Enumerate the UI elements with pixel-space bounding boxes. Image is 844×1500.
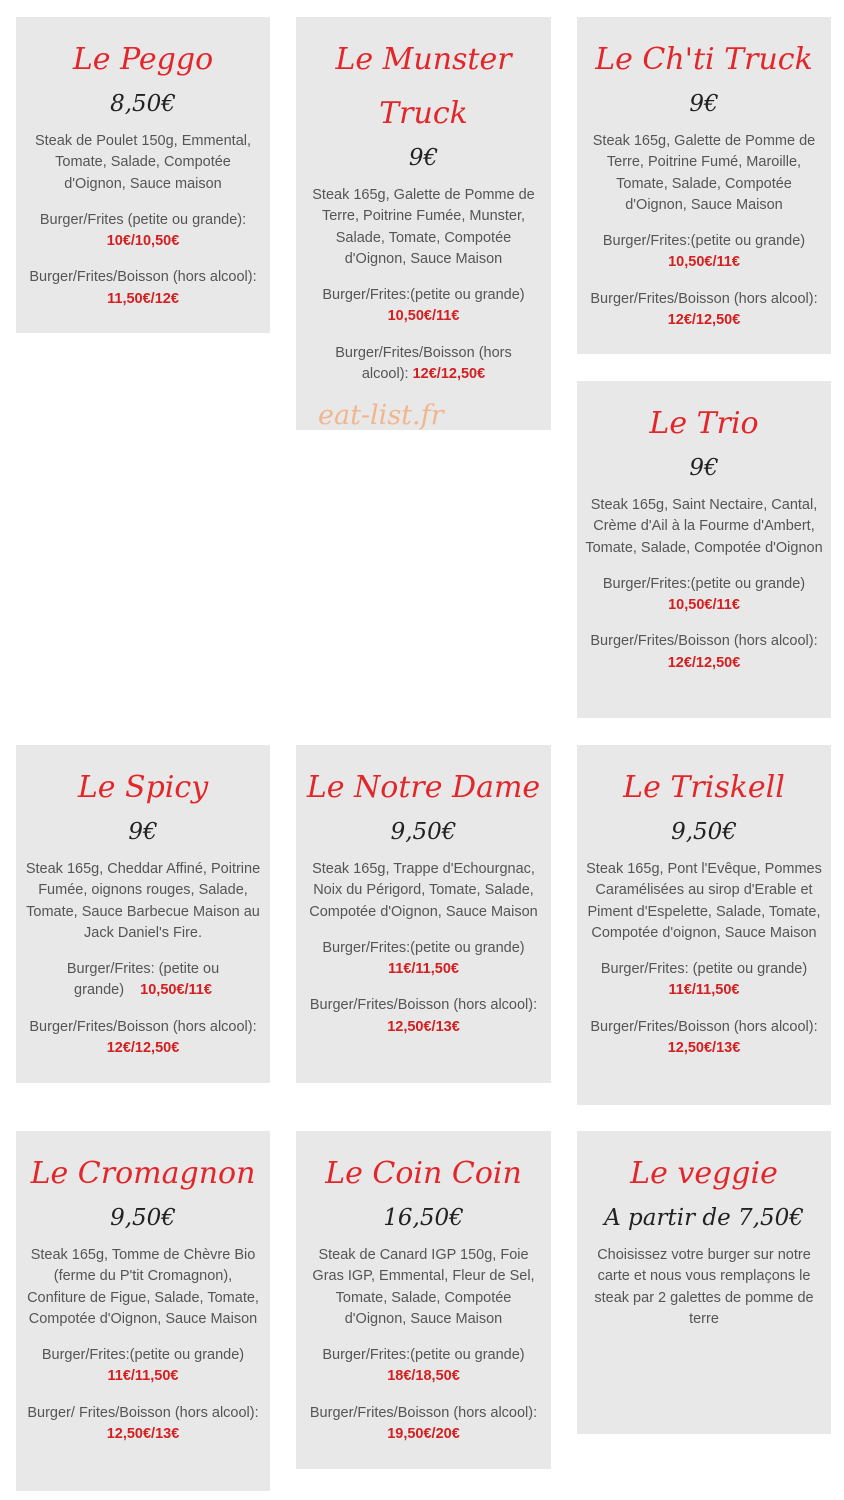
menu-option-frites [304, 1345, 543, 1388]
menu-option-price: 19,50€/20€ [387, 1426, 460, 1443]
burger-description: Steak 165g, Galette de Pomme de Terre, Poitrine Fumée, Munster, Salade, Tomate, Compotée d'Oignon, Sauce Maison [312, 187, 535, 267]
menu-option-label: Burger/Frites: (petite ou grande) [600, 961, 808, 978]
menu-option-boisson [24, 267, 262, 310]
menu-option-boisson [304, 1403, 543, 1446]
menu-option-frites [310, 285, 537, 328]
menu-option-boisson [585, 631, 823, 674]
burger-title: Le veggie [630, 1156, 778, 1191]
burger-price: 9,50€ [671, 819, 737, 845]
menu-option-price: 10,50€/11€ [668, 254, 740, 271]
burger-description: Steak 165g, Pont l'Evêque, Pommes Caramélisées au sirop d'Erable et Piment d'Espelette, Salade, Tomate, Compotée d'oignon, Sauce Maison [586, 861, 822, 941]
burger-price: A partir de 7,50€ [604, 1205, 804, 1231]
menu-option-price: 12,50€/13€ [106, 1426, 180, 1443]
burger-price: 9,50€ [390, 819, 457, 845]
menu-option-price: 12€/12,50€ [412, 366, 486, 383]
burger-card-veggie [577, 1131, 831, 1434]
menu-option-price: 12€/12,50€ [667, 312, 741, 329]
burger-card-spicy [16, 745, 270, 1083]
burger-price: 8,50€ [110, 91, 176, 117]
menu-option-boisson [24, 1017, 262, 1060]
menu-option-frites [585, 231, 823, 274]
menu-option-label: Burger/Frites:(petite ou grande) [322, 287, 525, 304]
burger-title: Le Munster Truck [335, 42, 512, 131]
menu-option-price: 11€/11,50€ [668, 982, 740, 999]
menu-option-label: Burger/Frites:(petite ou grande) [602, 233, 806, 250]
menu-option-frites [24, 959, 262, 1002]
burger-price: 16,50€ [383, 1205, 464, 1231]
burger-title: Le Coin Coin [325, 1156, 522, 1191]
burger-card-notre-dame [296, 745, 551, 1083]
burger-card-coin-coin [296, 1131, 551, 1469]
burger-price: 9€ [689, 455, 719, 481]
menu-option-label: Burger/Frites/Boisson (hors alcool): [29, 1018, 257, 1035]
burger-card-munster-truck [296, 17, 551, 430]
menu-option-price: 11€/11,50€ [388, 961, 459, 978]
menu-option-frites [24, 1345, 262, 1388]
menu-option-price: 12€/12,50€ [667, 654, 741, 671]
burger-price: 9,50€ [110, 1205, 176, 1231]
burger-price: 9€ [408, 145, 439, 171]
menu-option-label: Burger/Frites: (petite ou grande) [66, 961, 220, 999]
burger-title: Le Triskell [623, 770, 785, 805]
burger-title: Le Ch'ti Truck [595, 42, 813, 77]
watermark: eat-list.fr [318, 400, 444, 431]
burger-description: Choisissez votre burger sur notre carte et nous vous remplaçons le steak par 2 galettes de pomme de terre [594, 1247, 814, 1327]
menu-option-price: 12,50€/13€ [387, 1018, 460, 1035]
burger-price: 9€ [128, 819, 158, 845]
menu-option-label: Burger/Frites/Boisson (hors alcool): [309, 1404, 538, 1421]
menu-option-price: 11€/11,50€ [107, 1368, 179, 1385]
menu-option-label: Burger/Frites:(petite ou grande) [41, 1347, 245, 1364]
menu-option-price: 10,50€/11€ [668, 597, 740, 614]
menu-option-boisson [24, 1403, 262, 1446]
burger-title: Le Notre Dame [306, 770, 541, 805]
burger-card-peggo [16, 17, 270, 333]
menu-option-label: Burger/Frites (petite ou grande): [39, 211, 247, 228]
menu-option-boisson [304, 995, 543, 1038]
menu-option-price: 18€/18,50€ [387, 1368, 460, 1385]
burger-card-cromagnon [16, 1131, 270, 1491]
menu-option-label: Burger/Frites/Boisson (hors alcool): [335, 344, 512, 383]
menu-option-price: 10€/10,50€ [106, 233, 180, 250]
menu-option-label: Burger/Frites/Boisson (hors alcool): [29, 269, 257, 286]
burger-description: Steak 165g, Trappe d'Echourgnac, Noix du Périgord, Tomate, Salade, Compotée d'Oignon, Sauce Maison [309, 861, 538, 920]
menu-option-price: 12€/12,50€ [106, 1040, 180, 1057]
menu-option-label: Burger/ Frites/Boisson (hors alcool): [27, 1404, 259, 1421]
menu-option-price: 11,50€/12€ [107, 290, 179, 307]
menu-option-label: Burger/Frites/Boisson (hors alcool): [590, 633, 818, 650]
menu-option-frites [24, 210, 262, 253]
burger-description: Steak 165g, Tomme de Chèvre Bio (ferme du P'tit Cromagnon), Confiture de Figue, Salade, Tomate, Compotée d'Oignon, Sauce Maison [27, 1247, 259, 1327]
burger-card-trio [577, 381, 831, 718]
menu-option-label: Burger/Frites/Boisson (hors alcool): [309, 997, 538, 1014]
menu-option-price: 12,50€/13€ [667, 1040, 741, 1057]
burger-card-triskell [577, 745, 831, 1105]
menu-option-price: 10,50€/11€ [387, 308, 460, 325]
menu-option-label: Burger/Frites:(petite ou grande) [322, 939, 525, 956]
burger-description: Steak de Canard IGP 150g, Foie Gras IGP, Emmental, Fleur de Sel, Tomate, Salade, Compotée d'Oignon, Sauce Maison [312, 1247, 535, 1327]
burger-title: Le Trio [649, 406, 759, 441]
burger-title: Le Spicy [77, 770, 209, 805]
menu-option-frites [585, 574, 823, 617]
burger-description: Steak 165g, Cheddar Affiné, Poitrine Fumée, oignons rouges, Salade, Tomate, Sauce Barbecue Maison au Jack Daniel's Fire. [25, 861, 261, 941]
burger-description: Steak de Poulet 150g, Emmental, Tomate, Salade, Compotée d'Oignon, Sauce maison [34, 133, 252, 192]
menu-option-frites [304, 938, 543, 981]
menu-option-label: Burger/Frites/Boisson (hors alcool): [590, 290, 818, 307]
burger-card-chti-truck [577, 17, 831, 354]
burger-description: Steak 165g, Galette de Pomme de Terre, Poitrine Fumé, Maroille, Tomate, Salade, Compotée d'Oignon, Sauce Maison [592, 133, 816, 213]
burger-title: Le Cromagnon [30, 1156, 256, 1191]
burger-description: Steak 165g, Saint Nectaire, Cantal, Crème d'Ail à la Fourme d'Ambert, Tomate, Salade, Compotée d'Oignon [585, 497, 823, 556]
menu-option-label: Burger/Frites/Boisson (hors alcool): [590, 1018, 818, 1035]
menu-option-boisson [310, 343, 537, 386]
menu-option-label: Burger/Frites:(petite ou grande) [602, 575, 806, 592]
burger-title: Le Peggo [72, 42, 214, 77]
menu-option-boisson [585, 289, 823, 332]
menu-option-boisson [585, 1017, 823, 1060]
menu-option-label: Burger/Frites:(petite ou grande) [322, 1347, 525, 1364]
burger-price: 9€ [689, 91, 719, 117]
menu-option-frites [585, 959, 823, 1002]
menu-option-price: 10,50€/11€ [140, 982, 212, 999]
